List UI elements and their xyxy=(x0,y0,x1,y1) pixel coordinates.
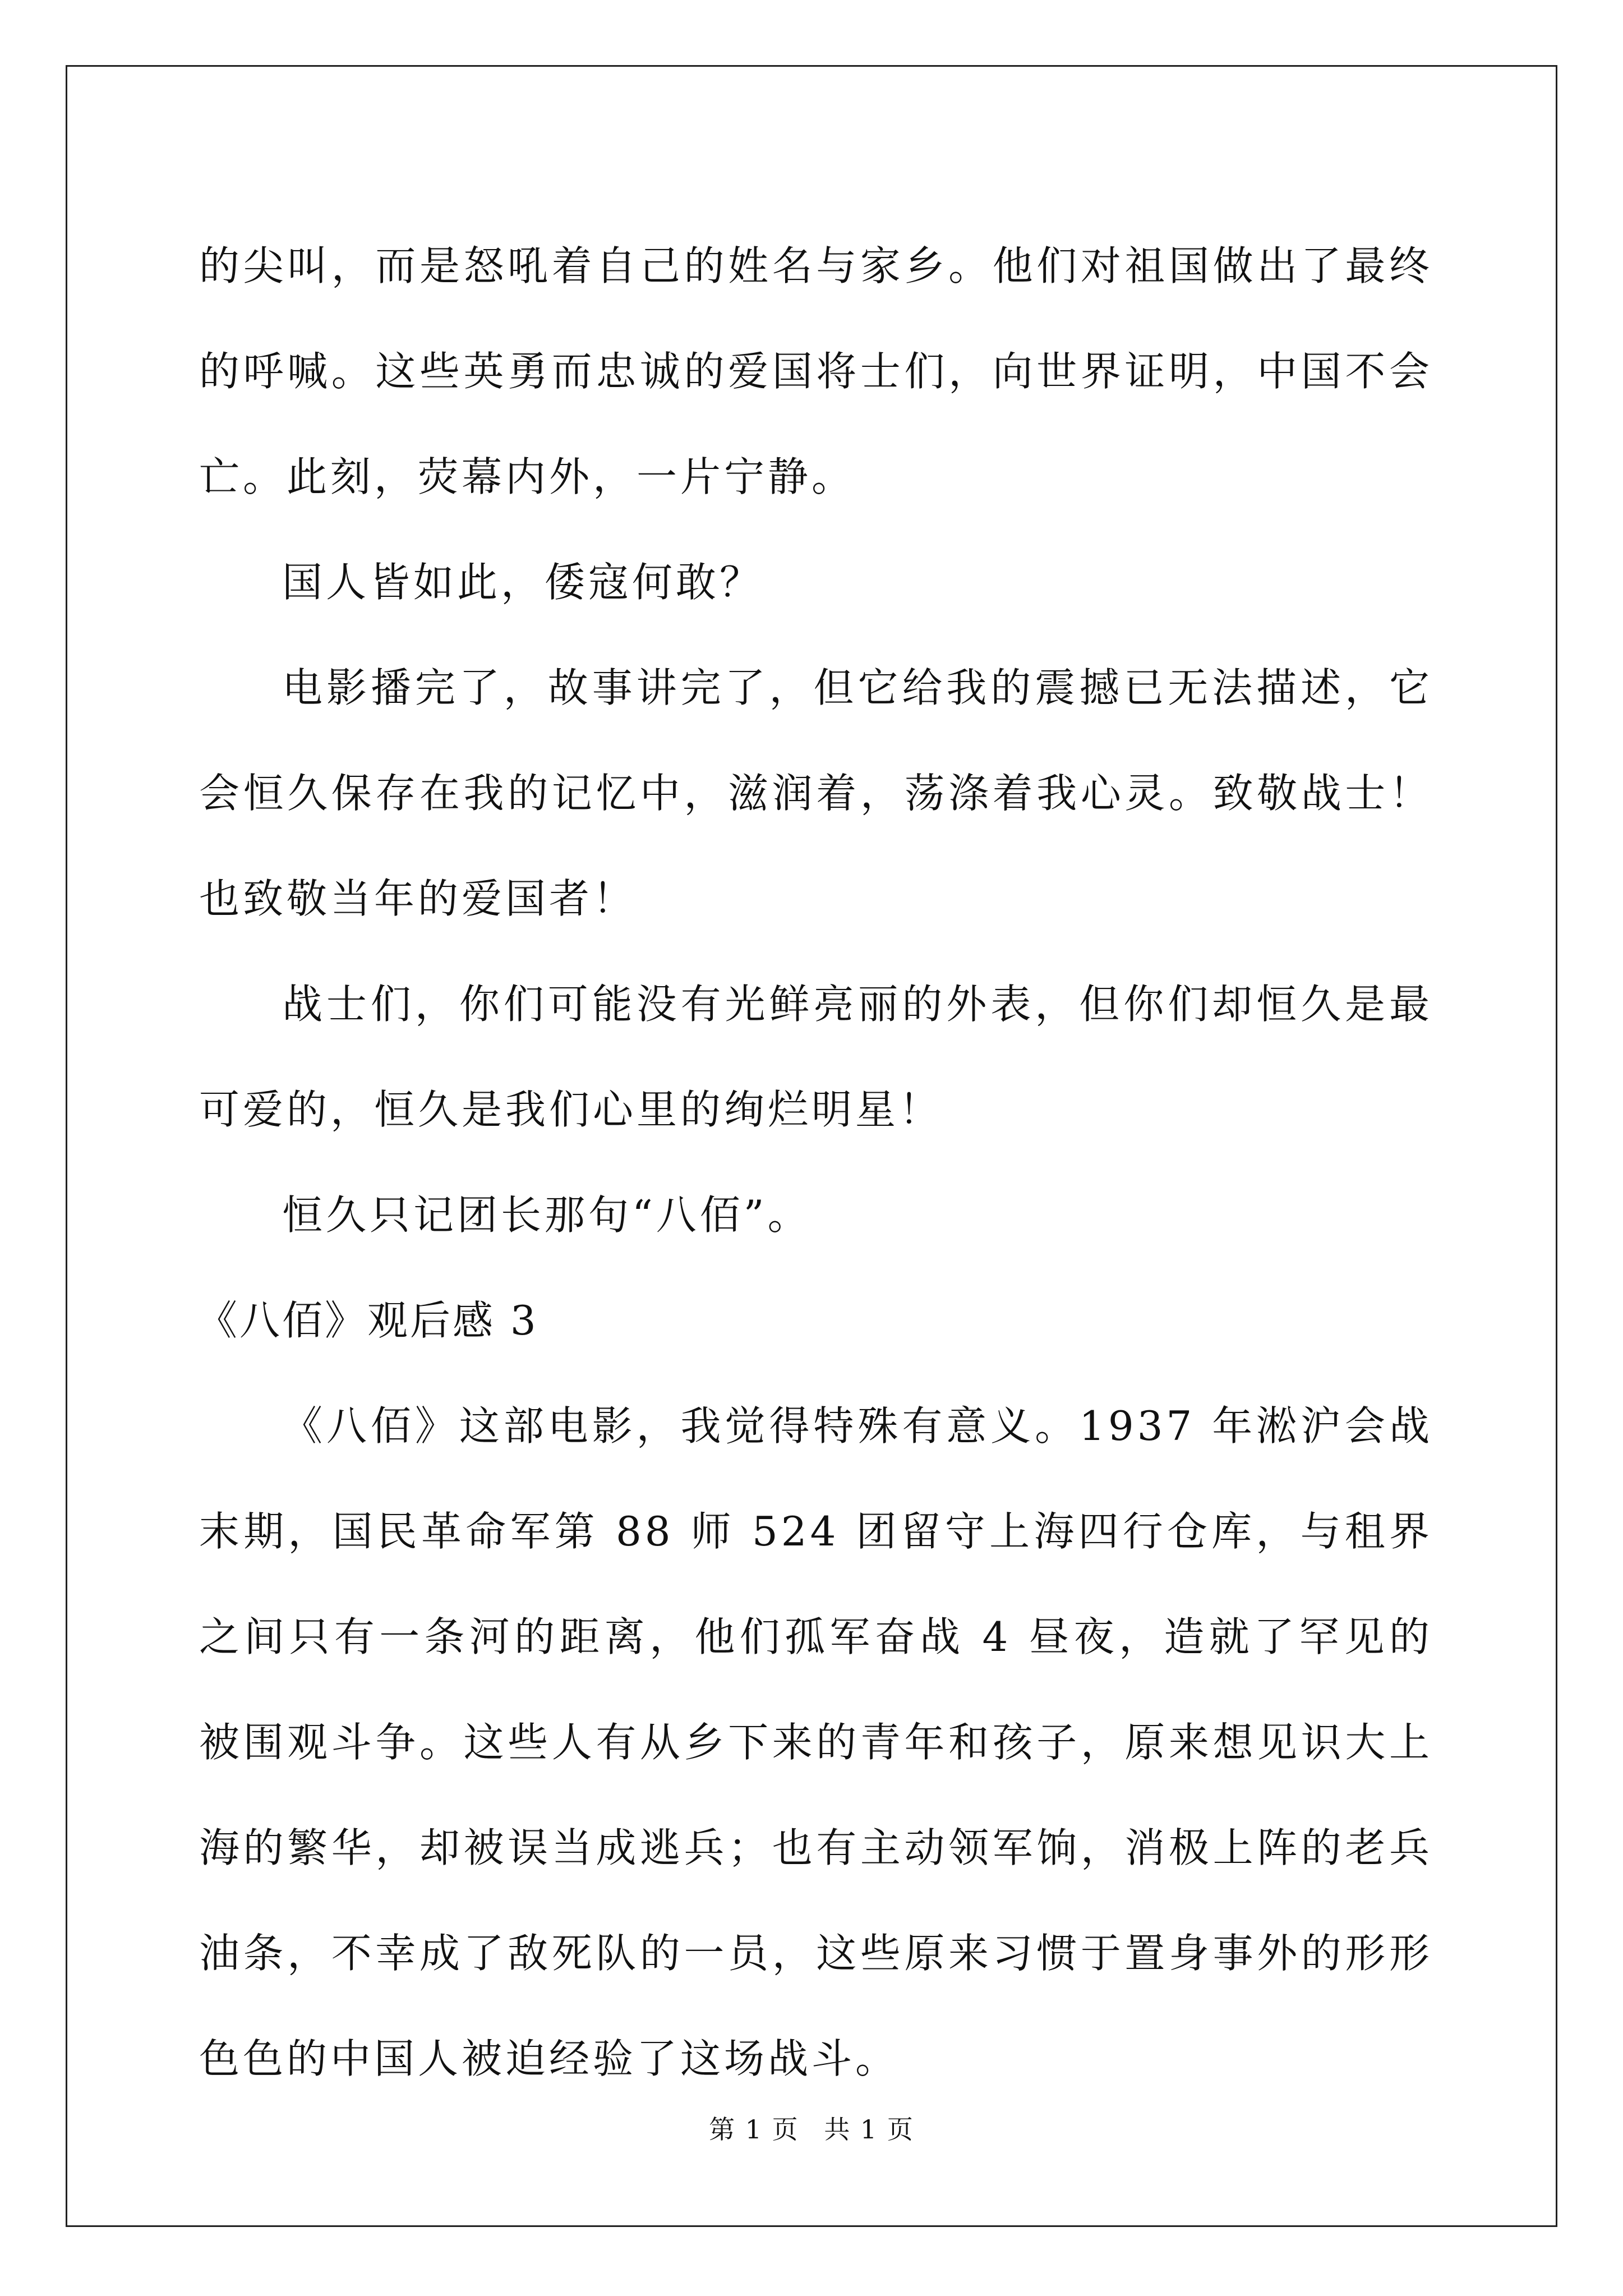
paragraph-3: 电影播完了，故事讲完了，但它给我的震撼已无法描述，它会恒久保存在我的记忆中，滋润着，荡涤着我心灵。致敬战士！也致敬当年的爱国者！ xyxy=(199,664,1433,922)
paragraph-6: 《八佰》这部电影，我觉得特殊有意义。1937 年淞沪会战末期，国民革命军第 88 师 524 团留守上海四行仓库，与租界之间只有一条河的距离，他们孤军奋战 4 昼夜，造就了罕见的被围观斗争。这些人有从乡下来的青年和孩子，原来想见识大上海的繁华，却被误当成逃兵；也有主动领军饷，消极上阵的老兵油条，不幸成了敌死队的一员，这些原来习惯于置身事外的形形色色的中国人被迫经验了这场战斗。 xyxy=(199,1402,1433,2082)
document-body xyxy=(199,213,1433,2111)
section-heading: 《八佰》观后感 3 xyxy=(197,1297,538,1344)
paragraph-2: 国人皆如此，倭寇何敢？ xyxy=(282,559,764,606)
page-number: 第 1 页 xyxy=(709,2114,799,2145)
paragraph-1: 的尖叫，而是怒吼着自己的姓名与家乡。他们对祖国做出了最终的呼喊。这些英勇而忠诚的爱国将士们，向世界证明，中国不会亡。此刻，荧幕内外，一片宁静。 xyxy=(199,242,1433,500)
paragraph-5: 恒久只记团长那句“八佰”。 xyxy=(282,1191,811,1239)
page-footer xyxy=(0,2109,1623,2146)
page-total: 共 1 页 xyxy=(824,2114,914,2145)
paragraph-4: 战士们，你们可能没有光鲜亮丽的外表，但你们却恒久是最可爱的，恒久是我们心里的绚烂明星！ xyxy=(199,981,1433,1133)
